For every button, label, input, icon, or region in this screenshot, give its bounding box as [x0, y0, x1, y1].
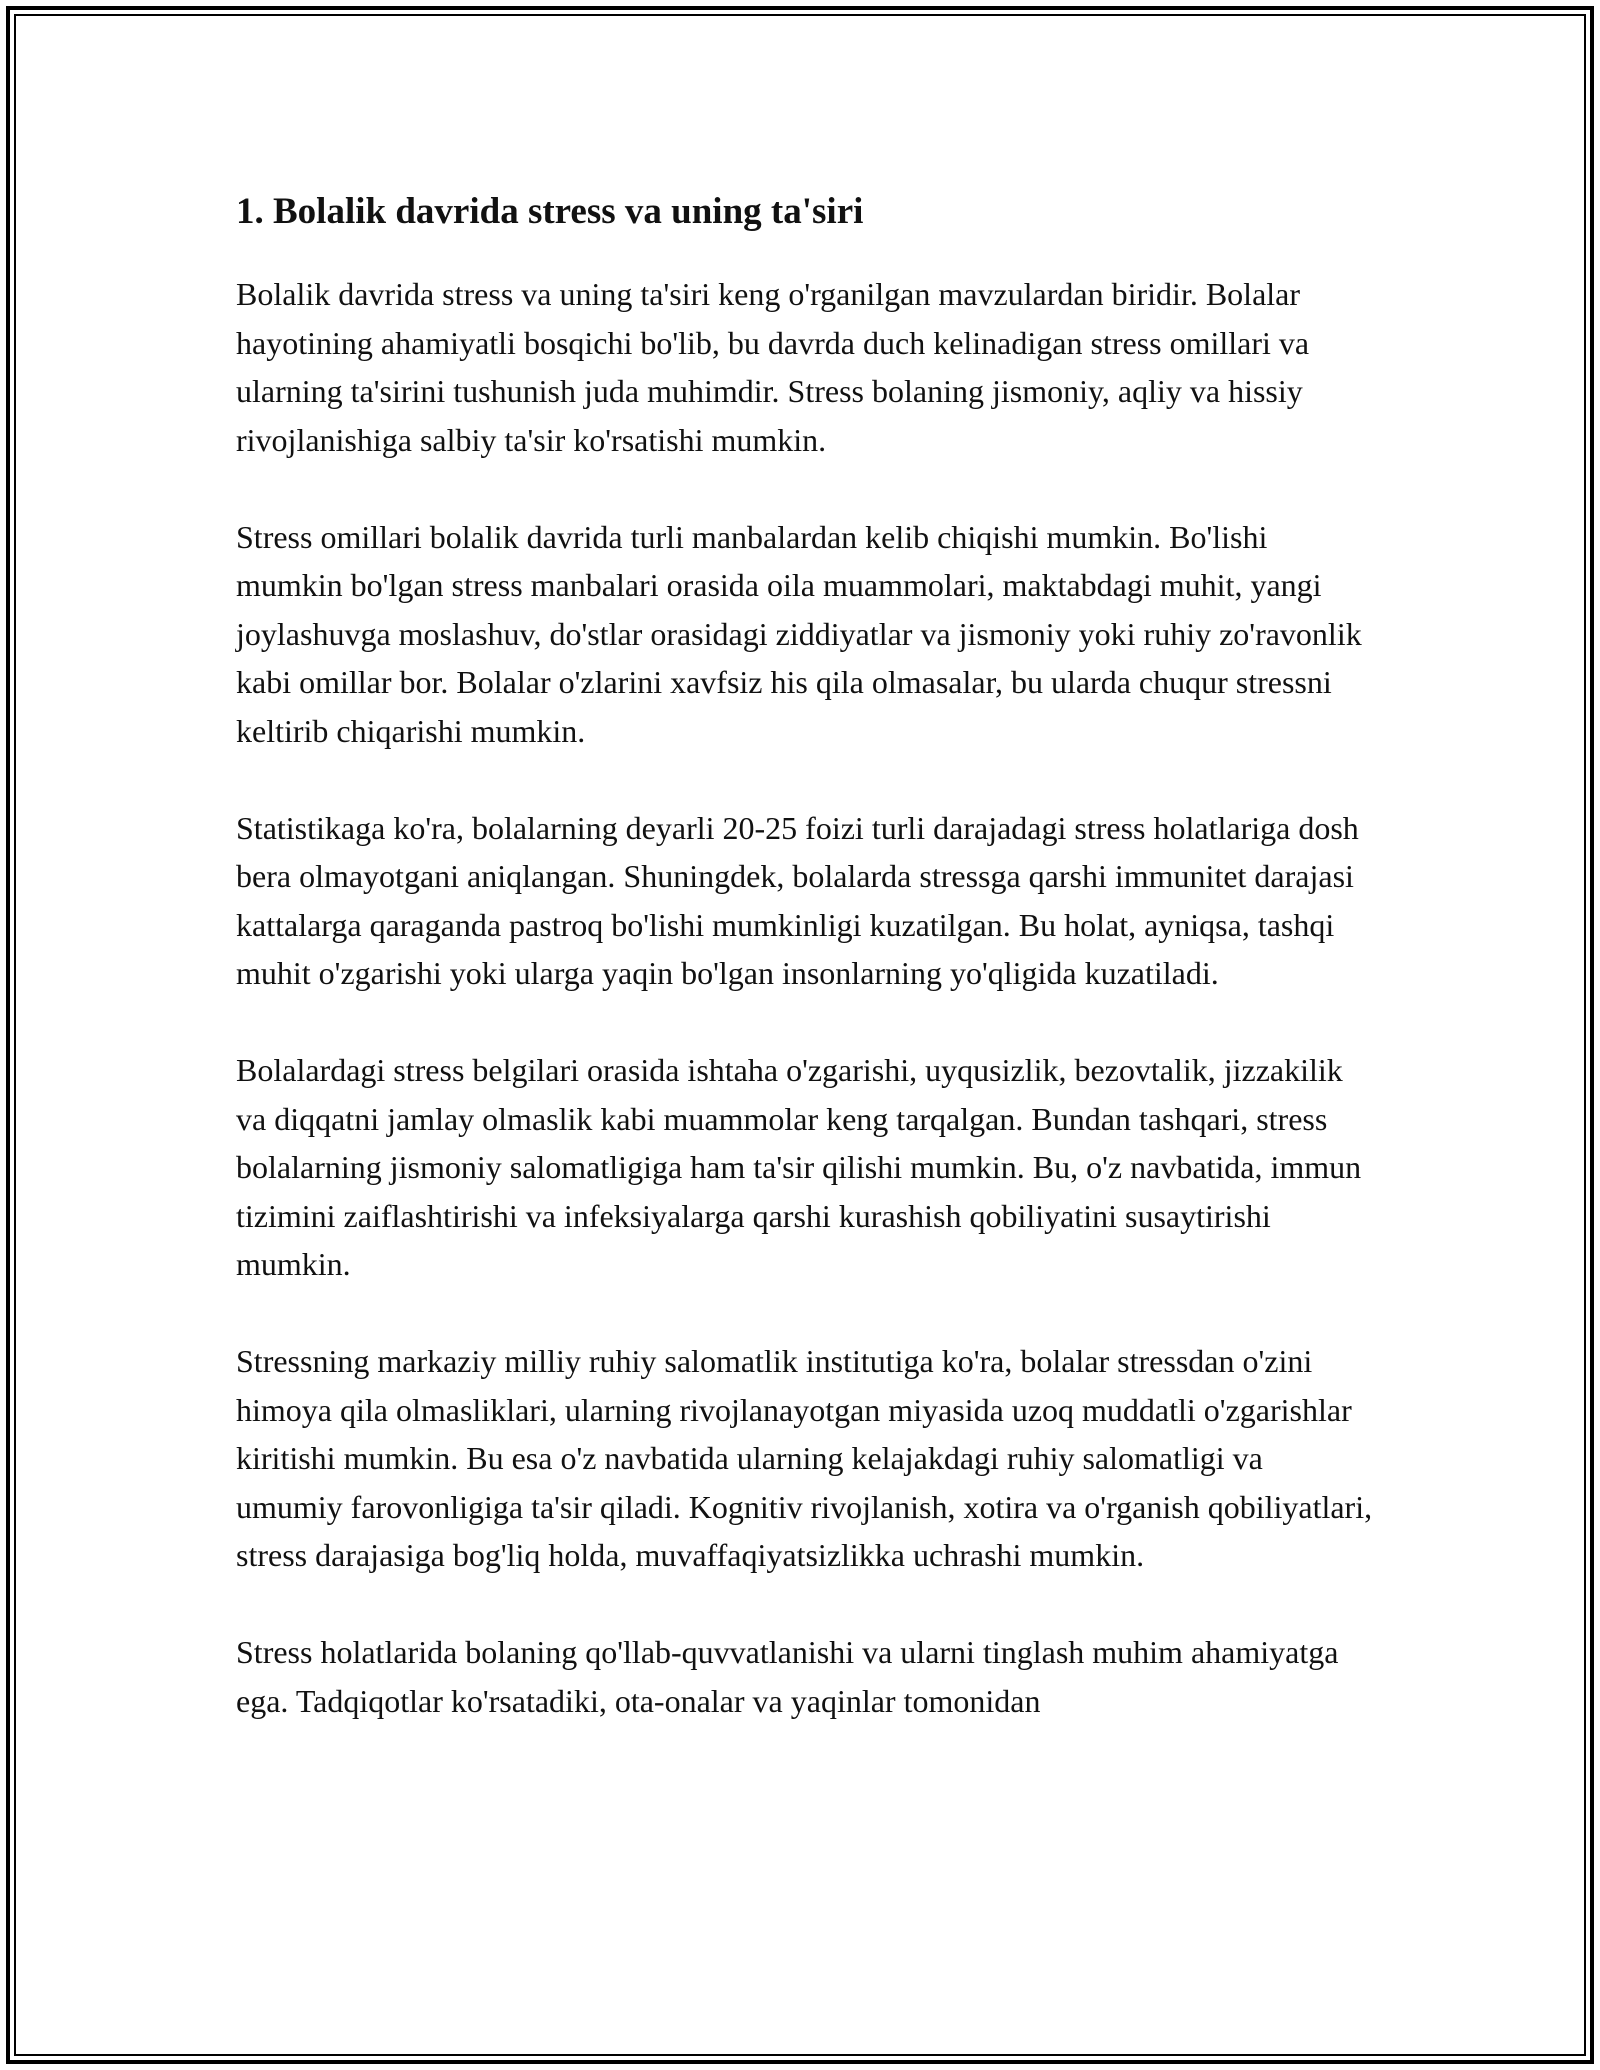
paragraph-1: Bolalik davrida stress va uning ta'siri keng o'rganilgan mavzulardan biridir. Bolalar hayotining ahamiyatli bosqichi bo'lib, bu davrda duch kelinadigan stress omillari va ularning ta'sirini tushunish juda muhimdir. Stress bolaning jismoniy, aqliy va hissiy rivojlanishiga salbiy ta'sir ko'rsatishi mumkin. [236, 276, 1310, 458]
section-heading: 1. Bolalik davrida stress va uning ta'siri [236, 191, 864, 232]
paragraph-3: Statistikaga ko'ra, bolalarning deyarli 20-25 foizi turli darajadagi stress holatlariga dosh bera olmayotgani aniqlangan. Shuningdek, bolalarda stressga qarshi immunitet darajasi kattalarga qaraganda pastroq bo'lishi mumkinligi kuzatilgan. Bu holat, ayniqsa, tashqi muhit o'zgarishi yoki ularga yaqin bo'lgan insonlarning yo'qligida kuzatiladi. [236, 809, 1359, 991]
document-body [236, 188, 1376, 1774]
paragraph-5: Stressning markaziy milliy ruhiy salomatlik institutiga ko'ra, bolalar stressdan o'zini himoya qila olmasliklari, ularning rivojlanayotgan miyasida uzoq muddatli o'zgarishlar kiritishi mumkin. Bu esa o'z navbatida ularning kelajakdagi ruhiy salomatligi va umumiy farovonligiga ta'sir qiladi. Kognitiv rivojlanish, xotira va o'rganish qobiliyatlari, stress darajasiga bog'liq holda, muvaffaqiyatsizlikka uchrashi mumkin. [236, 1343, 1373, 1573]
paragraph-2: Stress omillari bolalik davrida turli manbalardan kelib chiqishi mumkin. Bo'lishi mumkin bo'lgan stress manbalari orasida oila muammolari, maktabdagi muhit, yangi joylashuvga moslashuv, do'stlar orasidagi ziddiyatlar va jismoniy yoki ruhiy zo'ravonlik kabi omillar bor. Bolalar o'zlarini xavfsiz his qila olmasalar, bu ularda chuqur stressni keltirib chiqarishi mumkin. [236, 518, 1362, 749]
paragraph-4: Bolalardagi stress belgilari orasida ishtaha o'zgarishi, uyqusizlik, bezovtalik, jizzakilik va diqqatni jamlay olmaslik kabi muammolar keng tarqalgan. Bundan tashqari, stress bolalarning jismoniy salomatligiga ham ta'sir qilishi mumkin. Bu, o'z navbatida, immun tizimini zaiflashtirishi va infeksiyalarga qarshi kurashish qobiliyatini susaytirishi mumkin. [236, 1052, 1362, 1282]
paragraph-6: Stress holatlarida bolaning qo'llab-quvvatlanishi va ularni tinglash muhim ahamiyatga ega. Tadqiqotlar ko'rsatadiki, ota-onalar va yaqinlar tomonidan [236, 1634, 1339, 1719]
